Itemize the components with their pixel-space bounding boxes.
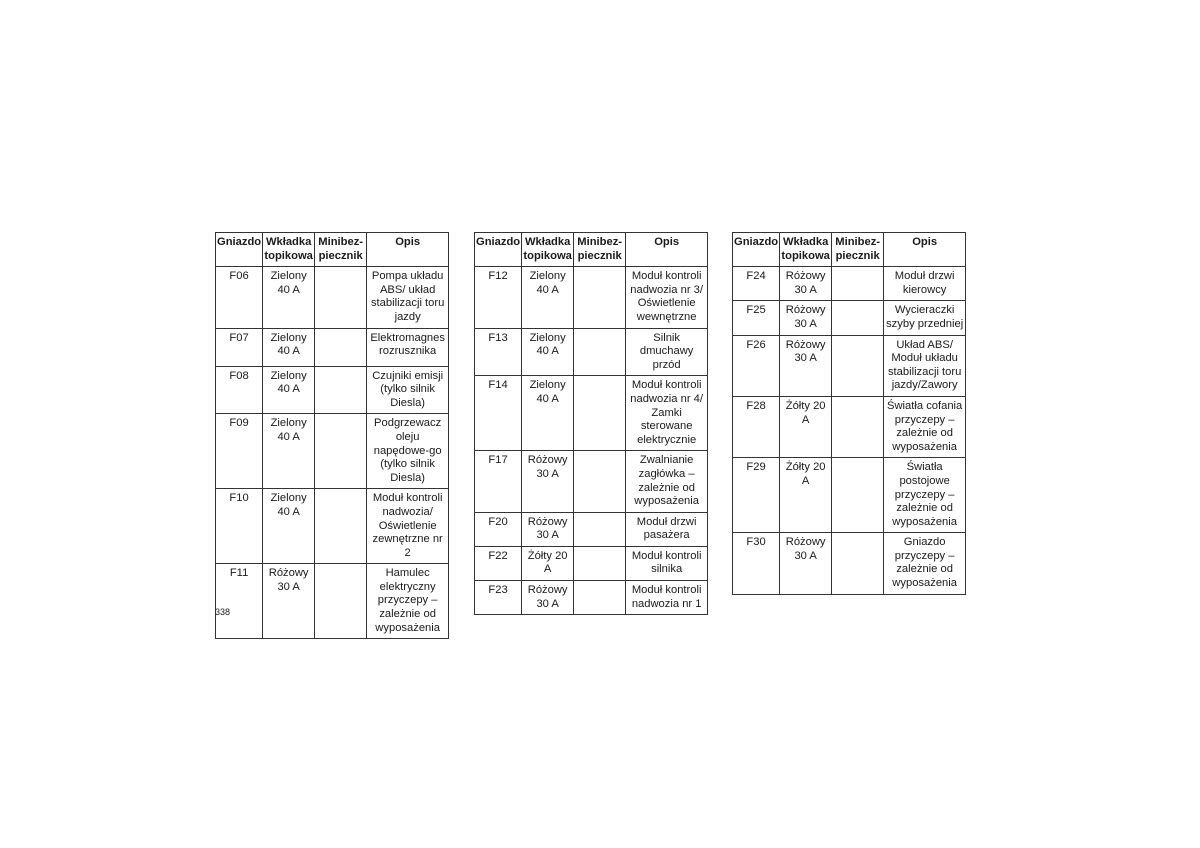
cell-insert: Zielony 40 A bbox=[263, 366, 315, 414]
cell-mini bbox=[315, 489, 367, 564]
header-mini-line2: piecznik bbox=[318, 249, 363, 262]
header-desc: Opis bbox=[626, 233, 708, 267]
cell-socket: F28 bbox=[733, 396, 780, 457]
cell-socket: F22 bbox=[475, 546, 522, 580]
cell-mini bbox=[832, 335, 884, 396]
header-insert-line2: topikowa bbox=[264, 249, 313, 262]
table-row bbox=[216, 489, 449, 564]
cell-insert: Różowy 30 A bbox=[780, 533, 832, 594]
cell-desc: Światła cofania przyczepy – zależnie od wyposażenia bbox=[884, 396, 966, 457]
table-row bbox=[733, 301, 966, 335]
cell-socket: F29 bbox=[733, 458, 780, 533]
cell-socket: F07 bbox=[216, 328, 263, 366]
cell-desc: Podgrzewacz oleju napędowe-go (tylko silnik Diesla) bbox=[367, 414, 449, 489]
cell-mini bbox=[832, 458, 884, 533]
table-header-row bbox=[216, 233, 449, 267]
header-insert-line1: Wkładka bbox=[265, 236, 312, 248]
cell-socket: F30 bbox=[733, 533, 780, 594]
table-row bbox=[475, 267, 708, 328]
table-row bbox=[733, 458, 966, 533]
page-number: 338 bbox=[215, 607, 231, 617]
header-insert-line1: Wkładka bbox=[782, 236, 829, 248]
fuse-table-1 bbox=[215, 232, 449, 639]
cell-socket: F06 bbox=[216, 267, 263, 328]
cell-mini bbox=[315, 414, 367, 489]
header-mini-line1: Minibez- bbox=[577, 236, 623, 248]
header-mini-line1: Minibez- bbox=[835, 236, 881, 248]
fuse-table-2 bbox=[474, 232, 708, 615]
table-row bbox=[733, 267, 966, 301]
cell-socket: F25 bbox=[733, 301, 780, 335]
cell-insert: Różowy 30 A bbox=[263, 564, 315, 639]
cell-desc: Gniazdo przyczepy – zależnie od wyposażenia bbox=[884, 533, 966, 594]
cell-insert: Różowy 30 A bbox=[780, 301, 832, 335]
cell-insert: Żółty 20 A bbox=[780, 396, 832, 457]
cell-socket: F13 bbox=[475, 328, 522, 376]
cell-insert: Zielony 40 A bbox=[263, 328, 315, 366]
cell-socket: F20 bbox=[475, 512, 522, 546]
cell-desc: Układ ABS/ Moduł układu stabilizacji toru jazdy/Zawory bbox=[884, 335, 966, 396]
cell-desc: Moduł kontroli silnika bbox=[626, 546, 708, 580]
cell-mini bbox=[832, 533, 884, 594]
table-row bbox=[733, 335, 966, 396]
header-minifuse bbox=[832, 233, 884, 267]
cell-insert: Zielony 40 A bbox=[522, 376, 574, 451]
header-mini-line2: piecznik bbox=[577, 249, 622, 262]
cell-mini bbox=[574, 512, 626, 546]
header-socket: Gniazdo bbox=[475, 233, 522, 267]
fuse-table-3 bbox=[732, 232, 966, 595]
table-row bbox=[216, 414, 449, 489]
table-row bbox=[216, 564, 449, 639]
cell-desc: Silnik dmuchawy przód bbox=[626, 328, 708, 376]
header-desc: Opis bbox=[884, 233, 966, 267]
cell-mini bbox=[315, 267, 367, 328]
cell-insert: Różowy 30 A bbox=[780, 267, 832, 301]
table-row bbox=[475, 328, 708, 376]
cell-desc: Pompa układu ABS/ układ stabilizacji toru jazdy bbox=[367, 267, 449, 328]
cell-insert: Różowy 30 A bbox=[522, 512, 574, 546]
cell-mini bbox=[832, 396, 884, 457]
cell-socket: F11 bbox=[216, 564, 263, 639]
header-insert-line2: topikowa bbox=[523, 249, 572, 262]
cell-desc: Wycieraczki szyby przedniej bbox=[884, 301, 966, 335]
cell-desc: Moduł kontroli nadwozia/ Oświetlenie zewnętrzne nr 2 bbox=[367, 489, 449, 564]
header-mini-line1: Minibez- bbox=[318, 236, 364, 248]
cell-socket: F08 bbox=[216, 366, 263, 414]
header-socket: Gniazdo bbox=[216, 233, 263, 267]
table-header-row bbox=[733, 233, 966, 267]
table-header-row bbox=[475, 233, 708, 267]
cell-socket: F24 bbox=[733, 267, 780, 301]
cell-insert: Zielony 40 A bbox=[522, 267, 574, 328]
cell-desc: Czujniki emisji (tylko silnik Diesla) bbox=[367, 366, 449, 414]
cell-mini bbox=[574, 267, 626, 328]
cell-desc: Moduł drzwi kierowcy bbox=[884, 267, 966, 301]
cell-desc: Moduł drzwi pasażera bbox=[626, 512, 708, 546]
cell-mini bbox=[315, 366, 367, 414]
cell-socket: F26 bbox=[733, 335, 780, 396]
cell-desc: Moduł kontroli nadwozia nr 4/ Zamki sterowane elektrycznie bbox=[626, 376, 708, 451]
cell-socket: F10 bbox=[216, 489, 263, 564]
table-row bbox=[475, 546, 708, 580]
cell-socket: F23 bbox=[475, 581, 522, 615]
header-desc: Opis bbox=[367, 233, 449, 267]
cell-socket: F09 bbox=[216, 414, 263, 489]
cell-mini bbox=[315, 328, 367, 366]
cell-mini bbox=[574, 581, 626, 615]
cell-socket: F14 bbox=[475, 376, 522, 451]
cell-desc: Moduł kontroli nadwozia nr 1 bbox=[626, 581, 708, 615]
header-insert-line2: topikowa bbox=[781, 249, 830, 262]
cell-mini bbox=[832, 267, 884, 301]
header-insert-line1: Wkładka bbox=[524, 236, 571, 248]
cell-desc: Zwalnianie zagłówka – zależnie od wyposażenia bbox=[626, 451, 708, 512]
table-row bbox=[475, 512, 708, 546]
table-row bbox=[216, 366, 449, 414]
cell-desc: Hamulec elektryczny przyczepy – zależnie od wyposażenia bbox=[367, 564, 449, 639]
cell-mini bbox=[315, 564, 367, 639]
table-row bbox=[733, 396, 966, 457]
table-row bbox=[733, 533, 966, 594]
table-row bbox=[216, 267, 449, 328]
cell-mini bbox=[832, 301, 884, 335]
table-row bbox=[475, 581, 708, 615]
header-minifuse bbox=[574, 233, 626, 267]
header-insert bbox=[522, 233, 574, 267]
header-mini-line2: piecznik bbox=[835, 249, 880, 262]
cell-insert: Zielony 40 A bbox=[263, 267, 315, 328]
header-insert bbox=[780, 233, 832, 267]
cell-mini bbox=[574, 451, 626, 512]
cell-insert: Zielony 40 A bbox=[522, 328, 574, 376]
cell-insert: Żółty 20 A bbox=[780, 458, 832, 533]
cell-desc: Światła postojowe przyczepy – zależnie od wyposażenia bbox=[884, 458, 966, 533]
cell-mini bbox=[574, 328, 626, 376]
cell-insert: Zielony 40 A bbox=[263, 489, 315, 564]
table-row bbox=[475, 376, 708, 451]
cell-insert: Żółty 20 A bbox=[522, 546, 574, 580]
header-socket: Gniazdo bbox=[733, 233, 780, 267]
cell-socket: F17 bbox=[475, 451, 522, 512]
header-insert bbox=[263, 233, 315, 267]
table-row bbox=[216, 328, 449, 366]
cell-insert: Różowy 30 A bbox=[522, 451, 574, 512]
cell-mini bbox=[574, 546, 626, 580]
cell-desc: Elektromagnes rozrusznika bbox=[367, 328, 449, 366]
cell-insert: Różowy 30 A bbox=[522, 581, 574, 615]
table-row bbox=[475, 451, 708, 512]
cell-insert: Różowy 30 A bbox=[780, 335, 832, 396]
cell-mini bbox=[574, 376, 626, 451]
header-minifuse bbox=[315, 233, 367, 267]
cell-desc: Moduł kontroli nadwozia nr 3/ Oświetlenie wewnętrzne bbox=[626, 267, 708, 328]
cell-socket: F12 bbox=[475, 267, 522, 328]
cell-insert: Zielony 40 A bbox=[263, 414, 315, 489]
